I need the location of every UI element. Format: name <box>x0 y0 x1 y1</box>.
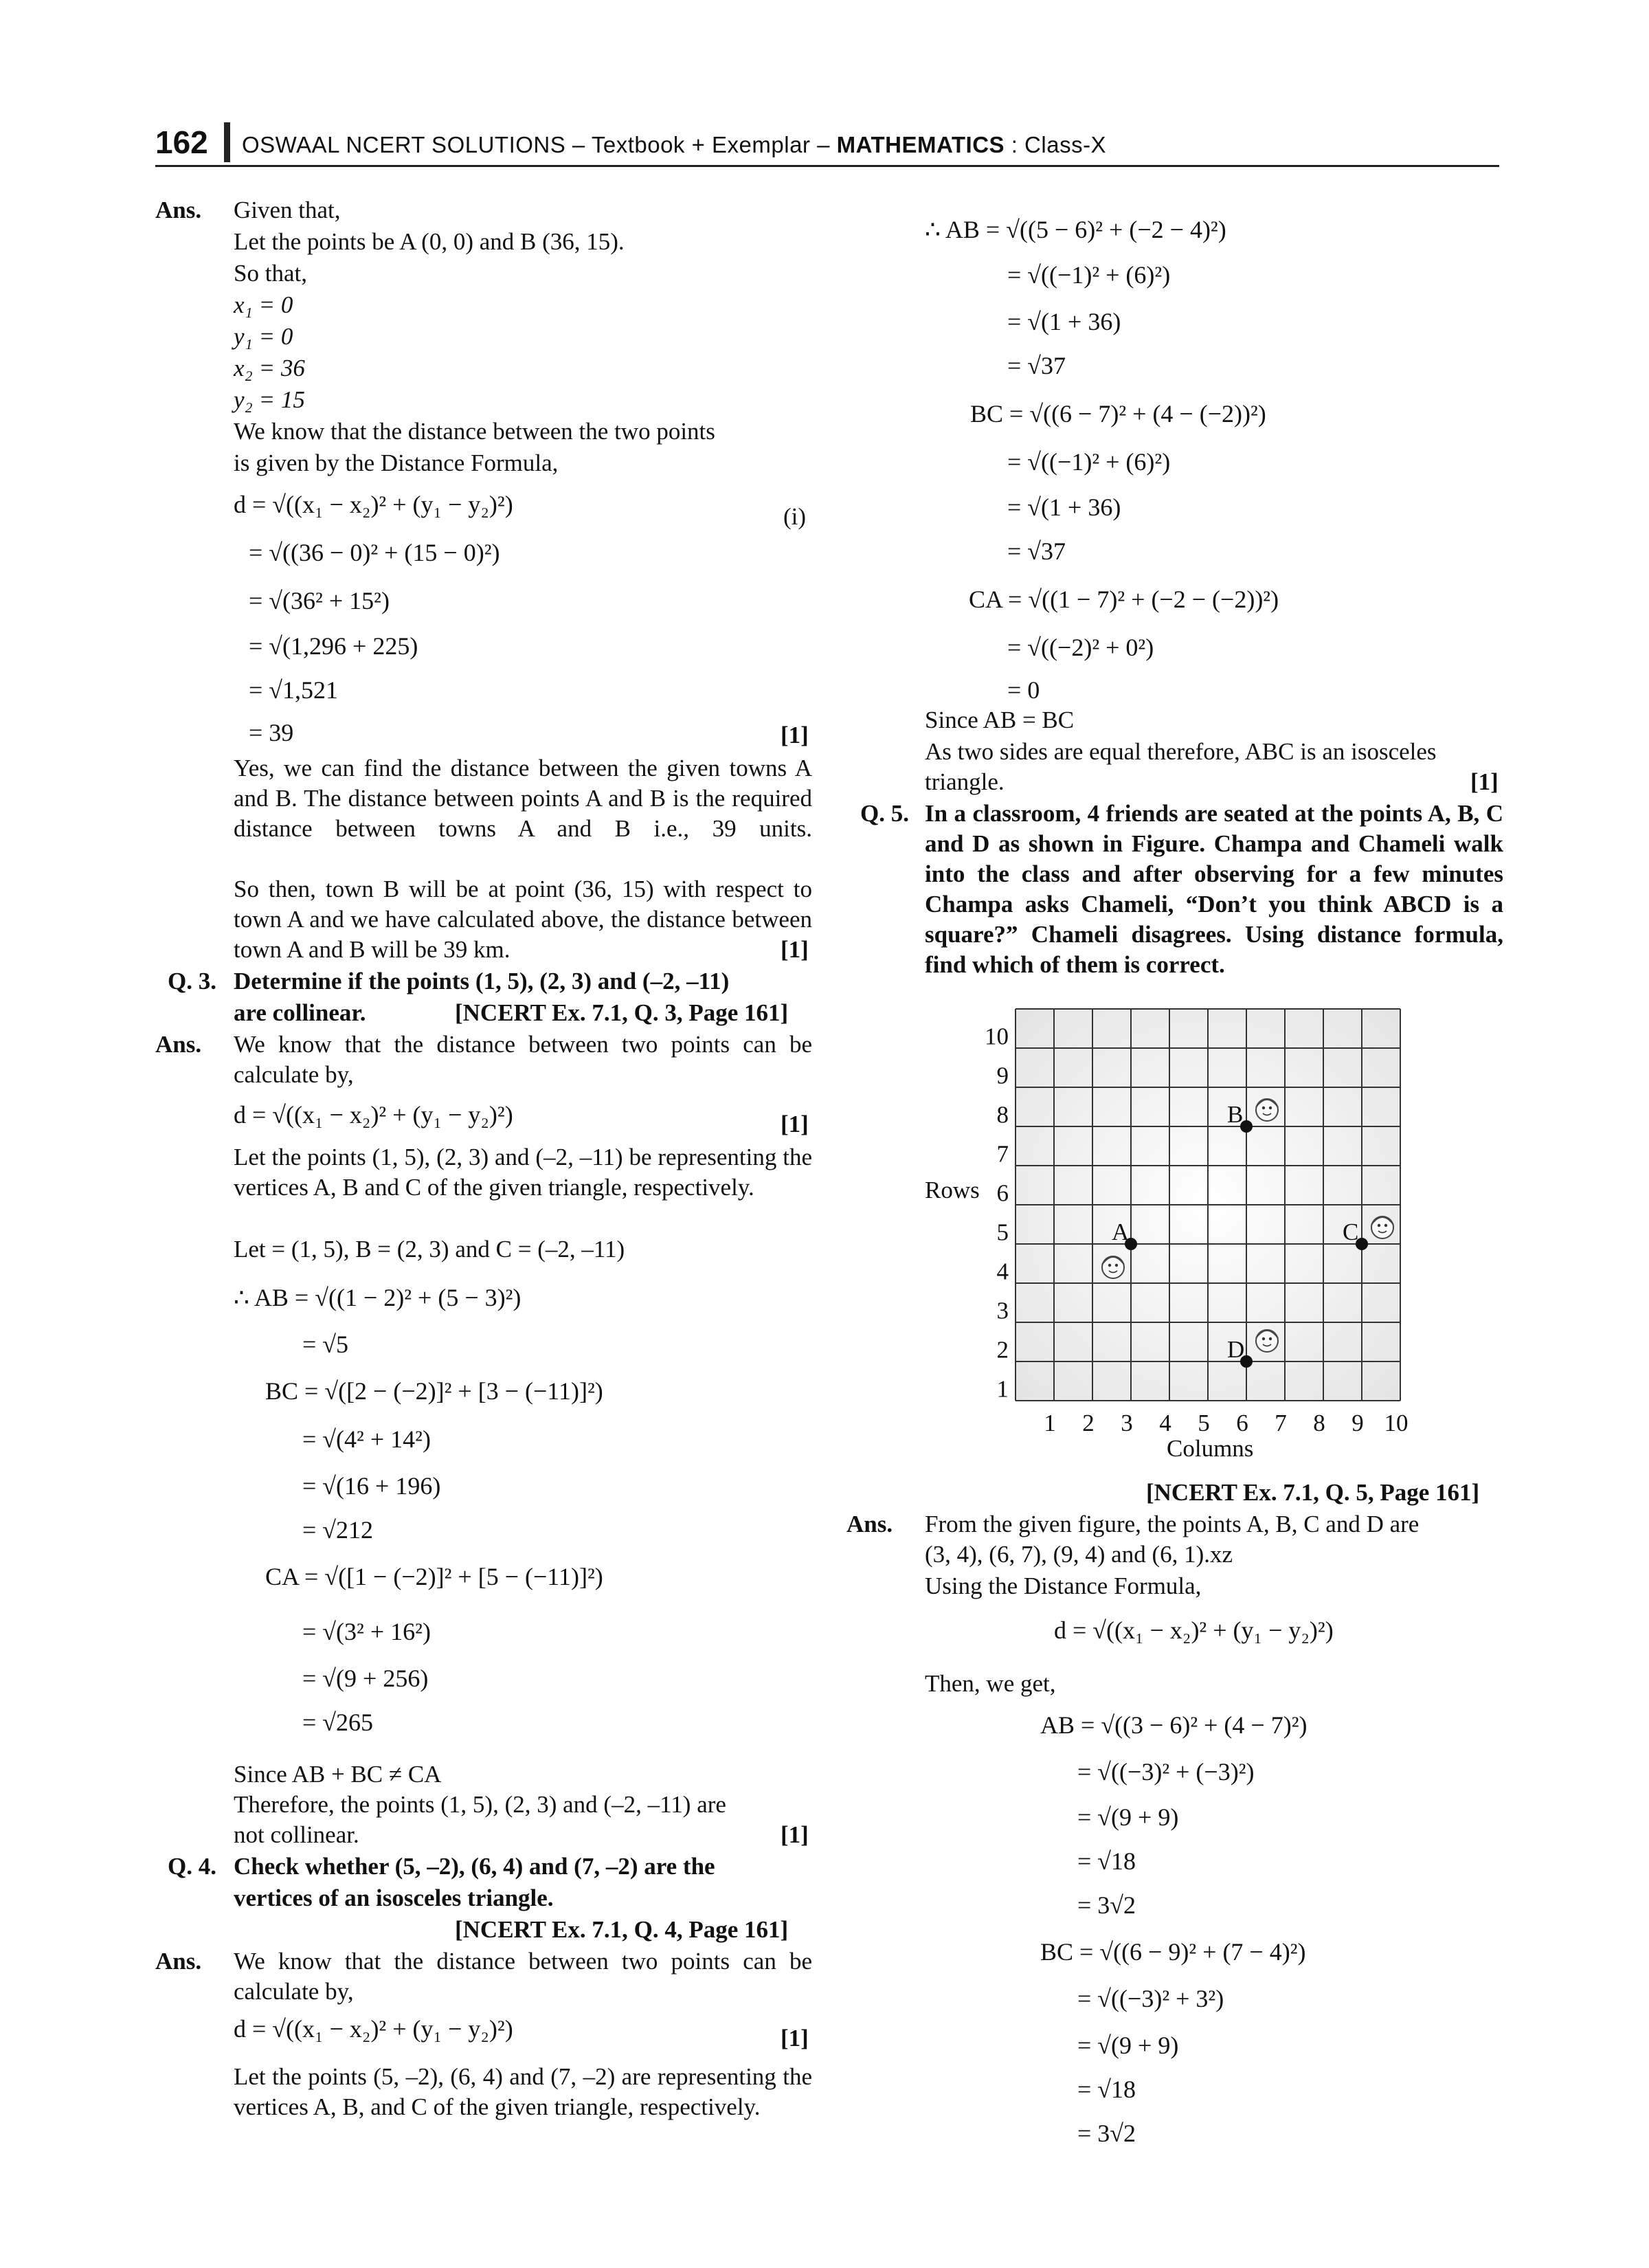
header-title <box>242 132 1106 158</box>
ans1-paragraph: Yes, we can find the distance between the given towns A and B. The distance between points A and B is the required distance between towns A and B i.e., 39 units. <box>234 755 812 842</box>
x-tick-label: 9 <box>1351 1410 1364 1436</box>
equation: = √265 <box>302 1709 374 1736</box>
equation: = √37 <box>1007 537 1066 565</box>
equation: = 39 <box>249 719 294 746</box>
equation: = √((36 − 0)² + (15 − 0)²) <box>249 539 500 566</box>
ans1-label: Ans. <box>155 197 202 223</box>
q3-text: are collinear. <box>234 999 366 1026</box>
mark: [1] <box>781 2025 809 2052</box>
ans3-conclusion: not collinear. <box>234 1821 359 1848</box>
face-outline <box>1371 1216 1393 1238</box>
face-eye <box>1262 1107 1265 1109</box>
header-divider <box>224 122 230 162</box>
ans1-line: x₂ = 36 <box>234 355 305 381</box>
x-tick-label: 10 <box>1384 1410 1409 1436</box>
q3-label: Q. 3. <box>168 968 216 994</box>
y-tick-label: 2 <box>996 1336 1009 1364</box>
equation: = 3√2 <box>1077 2120 1136 2147</box>
isosceles-text: triangle. <box>925 768 1005 795</box>
face-eye <box>1269 1337 1272 1340</box>
q4-label: Q. 4. <box>168 1853 216 1880</box>
ans3-since: Since AB + BC ≠ CA <box>234 1761 442 1788</box>
ans1-line: is given by the Distance Formula, <box>234 449 559 476</box>
y-tick-label: 3 <box>996 1297 1009 1324</box>
seat-label-b: B <box>1227 1101 1244 1128</box>
ans3-intro: We know that the distance between two points can be calculate by, <box>234 1031 812 1088</box>
x-tick-label: 4 <box>1159 1410 1171 1436</box>
student-face-icon <box>1102 1256 1124 1278</box>
equation: BC = √((6 − 9)² + (7 − 4)²) <box>1040 1938 1306 1966</box>
x-tick-label: 6 <box>1236 1410 1248 1436</box>
q4-text: vertices of an isosceles triangle. <box>234 1885 554 1911</box>
y-tick-label: 7 <box>996 1140 1009 1168</box>
equation: = √18 <box>1077 1847 1136 1875</box>
y-tick-label: 4 <box>996 1258 1009 1285</box>
equation: CA = √([1 − (−2)]² + [5 − (−11)]²) <box>265 1563 603 1590</box>
ans3-let: Let = (1, 5), B = (2, 3) and C = (–2, –11) <box>234 1236 625 1263</box>
equation: BC = √([2 − (−2)]² + [3 − (−11)]²) <box>265 1377 603 1405</box>
page-header <box>155 122 1499 167</box>
equation: = √((−1)² + (6)²) <box>1007 448 1171 476</box>
header-subject: MATHEMATICS <box>836 132 1005 157</box>
equation: d = √((x₁ − x₂)² + (y₁ − y₂)²) <box>234 2015 513 2043</box>
ans5-text: (3, 4), (6, 7), (9, 4) and (6, 1).xz <box>925 1541 1233 1568</box>
student-face-icon <box>1371 1216 1393 1238</box>
q3-reference: [NCERT Ex. 7.1, Q. 3, Page 161] <box>455 999 789 1026</box>
mark: [1] <box>781 1821 809 1848</box>
ans1-paragraph: So then, town B will be at point (36, 15) with respect to town A and we have calculated above, the distance between town A and B will be 39 km. <box>234 876 812 963</box>
ans1-line: So that, <box>234 260 307 287</box>
equation-tag: (i) <box>783 503 807 530</box>
mark: [1] <box>1470 768 1499 795</box>
student-face-icon <box>1256 1330 1278 1352</box>
x-tick-label: 7 <box>1275 1410 1287 1436</box>
equation: = √(9 + 9) <box>1077 2032 1179 2059</box>
equation: = √(16 + 196) <box>302 1472 441 1500</box>
equation: AB = √((3 − 6)² + (4 − 7)²) <box>1040 1711 1308 1739</box>
equation: = √(9 + 256) <box>302 1665 429 1692</box>
equation: = √(9 + 9) <box>1077 1803 1179 1831</box>
equation: CA = √((1 − 7)² + (−2 − (−2))²) <box>969 586 1279 613</box>
ans1-line: Let the points be A (0, 0) and B (36, 15). <box>234 228 625 255</box>
ans3-label: Ans. <box>155 1031 202 1058</box>
ans5-then: Then, we get, <box>925 1670 1056 1697</box>
equation: d = √((x₁ − x₂)² + (y₁ − y₂)²) <box>1054 1616 1334 1644</box>
equation: = √(36² + 15²) <box>249 587 390 614</box>
equation: = √(1 + 36) <box>1007 308 1121 335</box>
y-tick-label: 9 <box>996 1062 1009 1089</box>
face-eye <box>1269 1107 1272 1109</box>
equation: = √(1,296 + 225) <box>249 632 418 660</box>
face-outline <box>1256 1099 1278 1121</box>
seat-label-c: C <box>1343 1219 1359 1245</box>
page-number: 162 <box>155 124 208 160</box>
x-tick-label: 8 <box>1313 1410 1325 1436</box>
equation: = 0 <box>1007 676 1040 704</box>
y-tick-label: 10 <box>985 1023 1009 1050</box>
ans1-line: x₁ = 0 <box>234 291 293 318</box>
equation: = √37 <box>1007 352 1066 379</box>
student-face-icon <box>1256 1099 1278 1121</box>
ans5-label: Ans. <box>846 1511 893 1537</box>
x-tick-label: 3 <box>1121 1410 1133 1436</box>
equation: ∴ AB = √((1 − 2)² + (5 − 3)²) <box>234 1284 521 1311</box>
face-eye <box>1378 1224 1380 1227</box>
equation: d = √((x₁ − x₂)² + (y₁ − y₂)²) <box>234 491 513 518</box>
q4-reference: [NCERT Ex. 7.1, Q. 4, Page 161] <box>455 1916 789 1943</box>
equation: = √1,521 <box>249 676 339 704</box>
ans5-text: Using the Distance Formula, <box>925 1572 1202 1599</box>
equation: = √((−3)² + (−3)²) <box>1077 1758 1255 1786</box>
ans3-conclusion: Therefore, the points (1, 5), (2, 3) and (–2, –11) are <box>234 1791 726 1818</box>
face-eye <box>1384 1224 1387 1227</box>
equation: = √(4² + 14²) <box>302 1425 431 1453</box>
q5-text: In a classroom, 4 friends are seated at the points A, B, C and D as shown in Figure. Champa and Chameli walk into the class and after observing for a few minutes Champa asks Chameli, “Don’t you think ABCD is a square?” Chameli disagrees. Using distance formula, find which of them is correct. <box>925 800 1503 978</box>
q5-label: Q. 5. <box>860 800 909 827</box>
y-tick-label: 6 <box>996 1179 1009 1207</box>
isosceles-text: As two sides are equal therefore, ABC is an isosceles <box>925 738 1437 765</box>
equation: = 3√2 <box>1077 1891 1136 1919</box>
equation: = √(1 + 36) <box>1007 493 1121 521</box>
y-tick-label: 1 <box>996 1375 1009 1403</box>
ans4-intro: We know that the distance between two points can be calculate by, <box>234 1948 812 2005</box>
mark: [1] <box>781 936 809 963</box>
equation: d = √((x₁ − x₂)² + (y₁ − y₂)²) <box>234 1101 513 1129</box>
x-tick-label: 1 <box>1044 1410 1056 1436</box>
x-tick-label: 5 <box>1198 1410 1210 1436</box>
ans3-paragraph: Let the points (1, 5), (2, 3) and (–2, –11) be representing the vertices A, B and C of the given triangle, respectively. <box>234 1144 812 1201</box>
equation: BC = √((6 − 7)² + (4 − (−2))²) <box>970 400 1266 427</box>
ans5-text: From the given figure, the points A, B, C and D are <box>925 1511 1420 1537</box>
face-eye <box>1108 1264 1111 1267</box>
y-tick-label: 8 <box>996 1101 1009 1129</box>
q5-reference: [NCERT Ex. 7.1, Q. 5, Page 161] <box>1146 1479 1480 1506</box>
seat-label-d: D <box>1227 1336 1245 1363</box>
equation: = √5 <box>302 1331 349 1358</box>
equation: = √18 <box>1077 2076 1136 2103</box>
since-text: Since AB = BC <box>925 707 1075 733</box>
face-outline <box>1256 1330 1278 1352</box>
face-outline <box>1102 1256 1124 1278</box>
mark: [1] <box>781 1111 809 1137</box>
equation: ∴ AB = √((5 − 6)² + (−2 − 4)²) <box>925 216 1226 243</box>
ans4-label: Ans. <box>155 1948 202 1975</box>
face-eye <box>1115 1264 1118 1267</box>
face-eye <box>1262 1337 1265 1340</box>
q4-text: Check whether (5, –2), (6, 4) and (7, –2) are the <box>234 1853 715 1880</box>
equation: = √212 <box>302 1516 374 1544</box>
ans1-line: y₁ = 0 <box>234 323 293 350</box>
equation: = √(3² + 16²) <box>302 1618 431 1645</box>
y-axis-label: Rows <box>925 1177 980 1203</box>
ans1-line: y₂ = 15 <box>234 386 305 413</box>
header-title-suffix: : Class-X <box>1005 132 1107 157</box>
y-tick-label: 5 <box>996 1219 1009 1246</box>
equation: = √((−1)² + (6)²) <box>1007 261 1171 289</box>
x-tick-label: 2 <box>1082 1410 1095 1436</box>
q3-text: Determine if the points (1, 5), (2, 3) and (–2, –11) <box>234 968 730 994</box>
x-axis-label: Columns <box>1167 1435 1254 1462</box>
mark: [1] <box>781 722 809 748</box>
seating-grid-figure <box>921 995 1498 1476</box>
ans1-line: We know that the distance between the two points <box>234 418 715 445</box>
seat-label-a: A <box>1112 1219 1130 1245</box>
grid-svg <box>921 995 1498 1476</box>
equation: = √((−3)² + 3²) <box>1077 1985 1224 2012</box>
ans1-line: Given that, <box>234 197 341 223</box>
ans4-paragraph: Let the points (5, –2), (6, 4) and (7, –2) are representing the vertices A, B, and C of the given triangle, respectively. <box>234 2063 812 2120</box>
equation: = √((−2)² + 0²) <box>1007 634 1154 661</box>
header-title-prefix: OSWAAL NCERT SOLUTIONS – Textbook + Exemplar – <box>242 132 837 157</box>
